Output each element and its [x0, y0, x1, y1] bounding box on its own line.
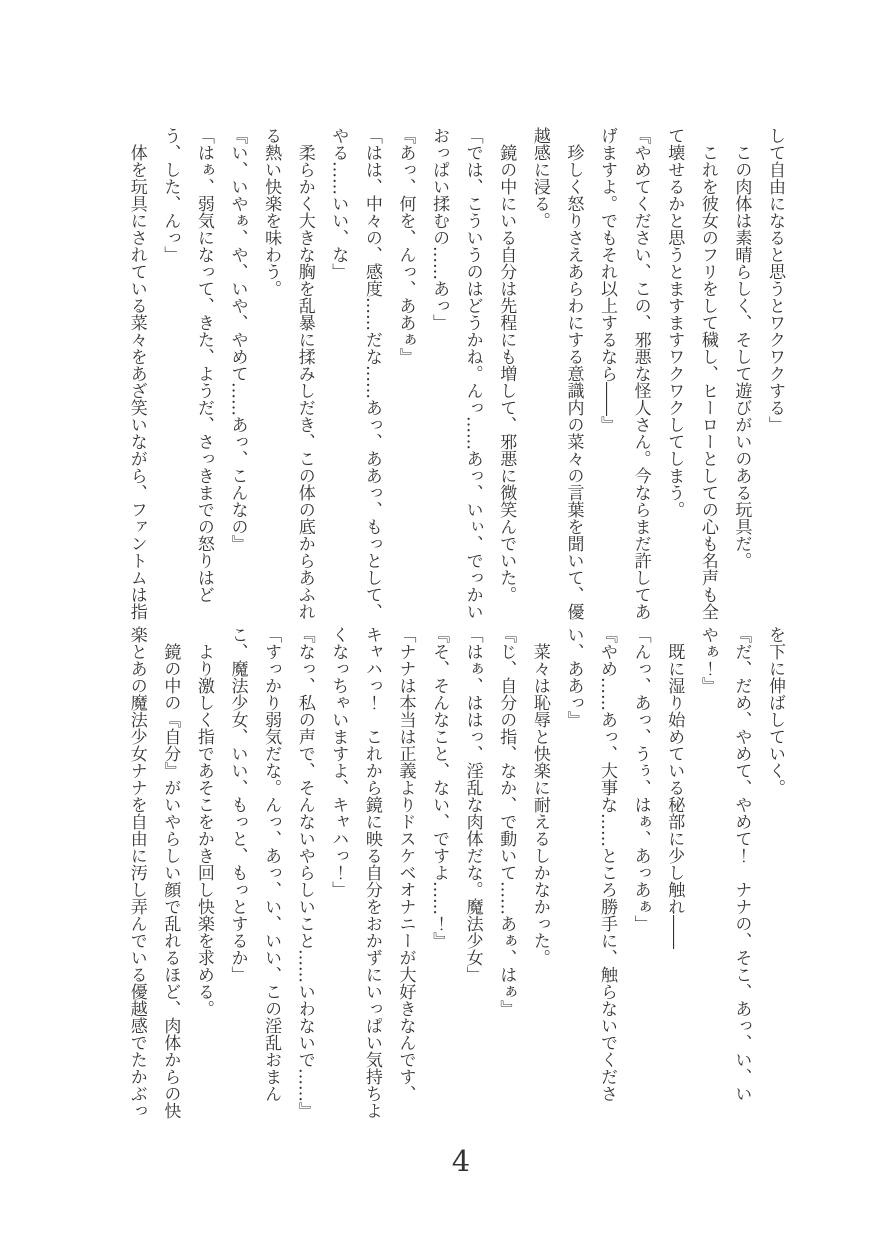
text-block-upper [119, 127, 791, 625]
text-line: 「はぁ、弱気になって、きた、ようだ、さっきまでの怒りはど [193, 127, 214, 603]
text-line: 『あっ、何を、んっ、ああぁ』 [395, 127, 416, 365]
text-line: 『じ、自分の指、なか、で動いて……あぁ、はぁ』 [496, 626, 517, 1017]
text-line: こ、魔法少女、いい、もっと、もっとするか」 [227, 626, 248, 983]
text-line: 菜々は恥辱と快楽に耐えるしかなかった。 [529, 626, 550, 966]
text-line: やぁ！』 [697, 626, 718, 694]
text-line: う、した、んっ」 [160, 127, 181, 263]
text-line: 鏡の中の『自分』がいやらしい顔で乱れるほど、肉体からの快 [160, 626, 181, 1119]
text-line: 体を玩具にされている菜々をあざ笑いながら、ファントムは指 [126, 127, 147, 620]
text-line: 「では、こういうのはどうかね。んっ……あっ、いぃ、でっかい [462, 127, 483, 620]
text-line: やる……いい、な」 [328, 127, 349, 280]
text-line: 「すっかり弱気だな。んっ、あっ、い、いい、この淫乱おまん [261, 626, 282, 1102]
text-line: くなっちゃいますよ、キャハっ！」 [328, 626, 349, 898]
text-line: げますよ。でもそれ以上するなら――』 [597, 127, 618, 433]
text-line: 『い、いやぁ、や、いや、やめて……あっ、こんなの』 [227, 127, 248, 552]
text-line: 「はは、中々の、感度……だな……あっ、ああっ、もっとして、 [361, 127, 382, 620]
text-line: 『だ、だめ、やめて、やめて！ ナナの、そこ、あっ、い、い [731, 626, 752, 1102]
text-line: 越感に浸る。 [529, 127, 550, 229]
text-line: 楽とあの魔法少女ナナを自由に汚し弄んでいる優越感でたかぶっ [126, 626, 147, 1119]
text-line: より激しく指であそこをかき回し快楽を求める。 [193, 626, 214, 1017]
page-number: 4 [451, 1144, 471, 1178]
text-line: 『やめてください、この、邪悪な怪人さん。今ならまだ許してあ [630, 127, 651, 620]
text-line: 『なっ、私の声で、そんないやらしいこと……いわないで……』 [294, 626, 315, 1119]
text-block-lower [119, 626, 791, 1124]
text-line: 『そ、そんなこと、ない、ですよ……！』 [429, 626, 450, 949]
text-line: 「ナナは本当は正義よりドスケベオナニーが大好きなんです、 [395, 626, 416, 1102]
text-line: これを彼女のフリをして穢し、ヒーローとしての心も名声も全 [697, 127, 718, 620]
text-line: 鏡の中にいる自分は先程にも増して、邪悪に微笑んでいた。 [496, 127, 517, 603]
text-line: して自由になると思うとワクワクする」 [765, 127, 785, 433]
text-line: を下に伸ばしていく。 [765, 626, 785, 796]
text-line: キャハっ！ これから鏡に映る自分をおかずにいっぱい気持ちよ [361, 626, 382, 1119]
text-line: 珍しく怒りさえあらわにする意識内の菜々の言葉を聞いて、優 [563, 127, 584, 620]
text-line: この肉体は素晴らしく、そして遊びがいのある玩具だ。 [731, 127, 752, 569]
text-line: 「はぁ、ははっ、淫乱な肉体だな。魔法少女」 [462, 626, 483, 983]
text-line: て壊せるかと思うとますますワクワクしてしまう。 [664, 127, 685, 518]
text-line: る熱い快楽を味わう。 [261, 127, 282, 297]
text-line: 「んっ、あっ、うぅ、はぁ、あっあぁ」 [630, 626, 651, 932]
text-line: 『やめ……あっ、大事な……ところ勝手に、触らないでくださ [597, 626, 618, 1102]
text-line: い、ああっ』 [563, 626, 584, 728]
text-line: 既に湿り始めている秘部に少し触れ―― [664, 626, 685, 949]
text-line: 柔らかく大きな胸を乱暴に揉みしだき、この体の底からあふれ [294, 127, 315, 620]
text-line: おっぱい揉むの……あっ」 [429, 127, 450, 331]
